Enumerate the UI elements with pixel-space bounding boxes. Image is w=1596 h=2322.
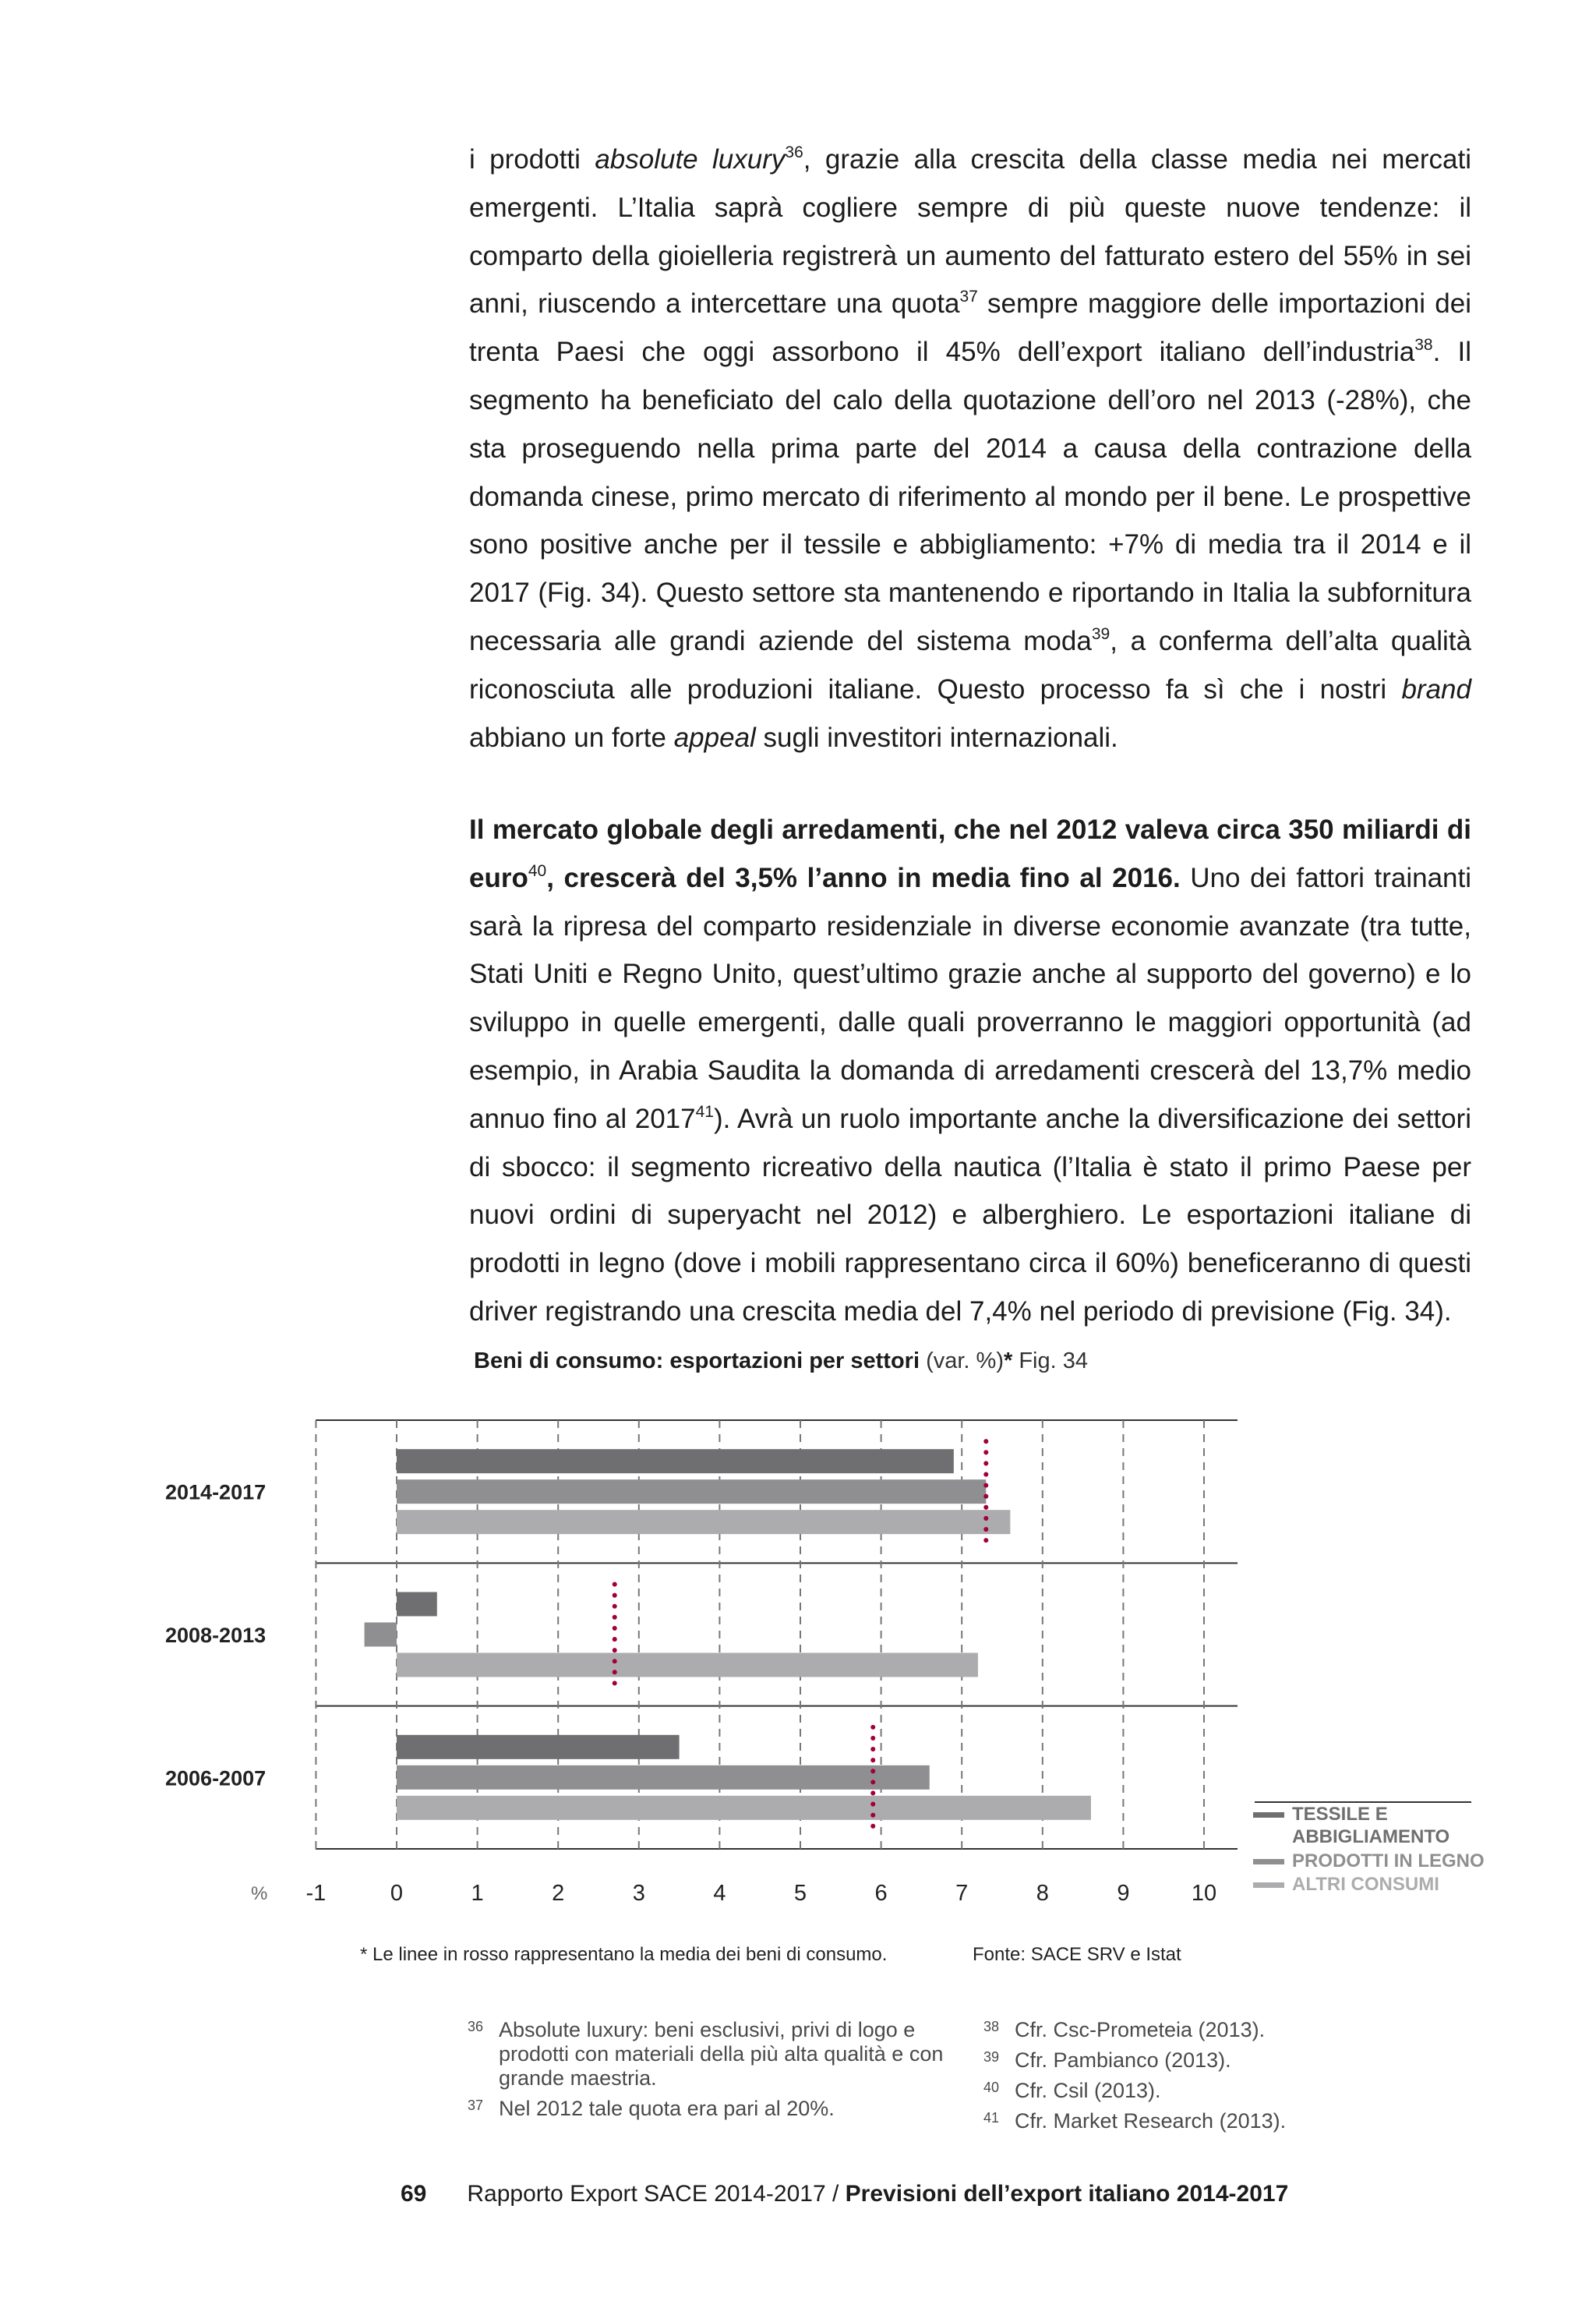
paragraph-luxury-text	[469, 136, 1471, 762]
legend-label-line: ABBIGLIAMENTO	[1292, 1826, 1450, 1847]
legend-label: ALTRI CONSUMI	[1292, 1874, 1439, 1895]
footnote-text: Cfr. Csc-Prometeia (2013).	[1015, 2018, 1266, 2041]
legend-swatch	[1253, 1812, 1284, 1818]
figure-number: Fig. 34	[1012, 1348, 1088, 1373]
bold-lead: , crescerà del 3,5% l’anno in media fino al 2016.	[546, 862, 1181, 893]
footnote-number: 41	[983, 2110, 1000, 2126]
text-span: Uno dei fattori trainanti sarà la ripresa del comparto residenziale in diverse economie avanzate (tra tutte, Stati Uniti e Regno Unito, quest’ultimo grazie anche al supporto del governo) e lo sviluppo in quelle emergenti, dalle quali proverranno le maggiori opportunità (ad esempio, in Arabia Saudita la domanda di arredamenti crescerà del 13,7% medio annuo fino al 2017	[469, 862, 1471, 1134]
footnote-ref-37: 37	[959, 288, 978, 306]
footnote-number: 37	[468, 2098, 484, 2113]
bar	[397, 1796, 1091, 1820]
bar	[397, 1479, 986, 1504]
text-span: , grazie alla crescita della classe media nei mercati emergenti. L’Italia saprà cogliere sempre di più queste nuove tendenze: il comparto della gioielleria registrerà un aumento del fatturato estero del 55% in sei anni, riuscendo a intercettare una quota	[469, 144, 1471, 320]
legend-swatch	[1253, 1882, 1284, 1888]
x-tick-label: -1	[305, 1881, 327, 1906]
paragraph-furniture-text	[469, 806, 1471, 1336]
report-title: Rapporto Export SACE 2014-2017 /	[467, 2181, 846, 2207]
bar	[397, 1449, 954, 1473]
footnote-36	[468, 2018, 966, 2091]
footnote-ref-40: 40	[528, 861, 547, 880]
footnote-text: Cfr. Market Research (2013).	[1015, 2109, 1287, 2133]
footnote-ref-36: 36	[785, 143, 803, 161]
footnote-text: Cfr. Csil (2013).	[1015, 2079, 1161, 2102]
footnote-number: 39	[983, 2049, 1000, 2065]
x-tick-label: 5	[793, 1881, 807, 1906]
text-span: i prodotti	[469, 144, 595, 175]
footnote-text: Cfr. Pambianco (2013).	[1015, 2048, 1231, 2072]
x-tick-label: 0	[390, 1881, 404, 1906]
italic-term: brand	[1401, 673, 1471, 705]
footnote-37	[468, 2097, 966, 2121]
chart-source: Fonte: SACE SRV e Istat	[973, 1944, 1181, 1965]
text-span: , a conferma dell’alta qualità riconosciuta alle produzioni italiane. Questo processo fa sì che i nostri	[469, 625, 1471, 705]
footnote-41	[983, 2109, 1420, 2140]
figure-title-unit: (var. %)	[920, 1348, 1004, 1373]
legend-label: PRODOTTI IN LEGNO	[1292, 1850, 1485, 1871]
bar	[397, 1765, 930, 1790]
category-label: 2006-2007	[165, 1766, 267, 1790]
section-title: Previsioni dell’export italiano 2014-2017	[845, 2181, 1289, 2207]
bar	[397, 1735, 680, 1759]
footnote-40	[983, 2079, 1420, 2109]
bar	[397, 1592, 437, 1617]
bold-lead: Il mercato globale degli arredamenti, che nel 2012 valeva circa 350 miliardi di euro	[469, 815, 1471, 893]
x-tick-label: 3	[632, 1881, 645, 1906]
text-span: . Il segmento ha beneficiato del calo della quotazione dell’oro nel 2013 (-28%), che sta proseguendo nella prima parte del 2014 a causa della contrazione della domanda cinese, primo mercato di riferimento al mondo per il bene. Le prospettive sono positive anche per il tessile e abbigliamento: +7% di media tra il 2014 e il 2017 (Fig. 34). Questo settore sta mantenendo e riportando in Italia la subfornitura necessaria alle grandi aziende del sistema moda	[469, 337, 1472, 656]
footnotes-right	[983, 2018, 1420, 2140]
x-tick-label: 2	[552, 1881, 565, 1906]
footnote-ref-39: 39	[1091, 624, 1110, 643]
figure-title	[474, 1347, 1088, 1375]
x-axis-unit-label: %	[251, 1883, 268, 1904]
legend-swatch	[1253, 1859, 1284, 1864]
x-tick-label: 4	[713, 1881, 726, 1906]
category-label: 2008-2013	[165, 1624, 267, 1647]
page-footer	[401, 2181, 1288, 2207]
bar	[397, 1653, 978, 1677]
x-tick-label: 7	[955, 1881, 969, 1906]
bar	[365, 1623, 397, 1647]
x-tick-label: 1	[471, 1881, 484, 1906]
chart-note: * Le linee in rosso rappresentano la media dei beni di consumo.	[360, 1944, 888, 1965]
bar	[397, 1510, 1010, 1534]
x-tick-label: 6	[874, 1881, 888, 1906]
text-span: ). Avrà un ruolo importante anche la diversificazione dei settori di sbocco: il segmento ricreativo della nautica (l’Italia è stato il primo Paese per nuovi ordini di superyacht nel 2012) e alberghiero. Le esportazioni italiane di prodotti in legno (dove i mobili rappresentano circa il 60%) beneficeranno di questi driver registrando una crescita media del 7,4% nel periodo di previsione (Fig. 34).	[469, 1103, 1471, 1327]
italic-term: absolute luxury	[595, 144, 786, 175]
x-tick-label: 10	[1191, 1881, 1217, 1906]
x-tick-label: 8	[1036, 1881, 1049, 1906]
text-span: sempre maggiore delle importazioni dei trenta Paesi che oggi assorbono il 45% dell’export italiano dell’industria	[469, 288, 1471, 368]
footnote-text: Absolute luxury: beni esclusivi, privi di logo e prodotti con materiali della più alta qualità e con grande maestria.	[499, 2018, 944, 2090]
page-number: 69	[401, 2181, 427, 2207]
footnote-number: 36	[468, 2019, 484, 2034]
category-label: 2014-2017	[165, 1480, 267, 1504]
footnote-ref-41: 41	[695, 1102, 714, 1121]
footnote-number: 40	[983, 2080, 1000, 2095]
footnotes-left	[468, 2018, 966, 2121]
figure-title-main: Beni di consumo: esportazioni per settori	[474, 1348, 920, 1373]
paragraph-luxury	[469, 136, 1471, 762]
footnote-number: 38	[983, 2019, 1000, 2034]
legend-label-line: TESSILE E	[1292, 1804, 1388, 1825]
footnote-ref-38: 38	[1414, 336, 1433, 355]
x-tick-label: 9	[1117, 1881, 1130, 1906]
paragraph-furniture	[469, 806, 1471, 1336]
text-span: sugli investitori internazionali.	[755, 722, 1118, 753]
text-span: abbiano un forte	[469, 722, 674, 753]
footnote-text: Nel 2012 tale quota era pari al 20%.	[499, 2097, 835, 2120]
legend-label	[1292, 1804, 1449, 1847]
footnote-39	[983, 2048, 1420, 2079]
figure-title-star: *	[1003, 1348, 1013, 1373]
italic-term: appeal	[673, 722, 756, 753]
footnote-38	[983, 2018, 1420, 2048]
